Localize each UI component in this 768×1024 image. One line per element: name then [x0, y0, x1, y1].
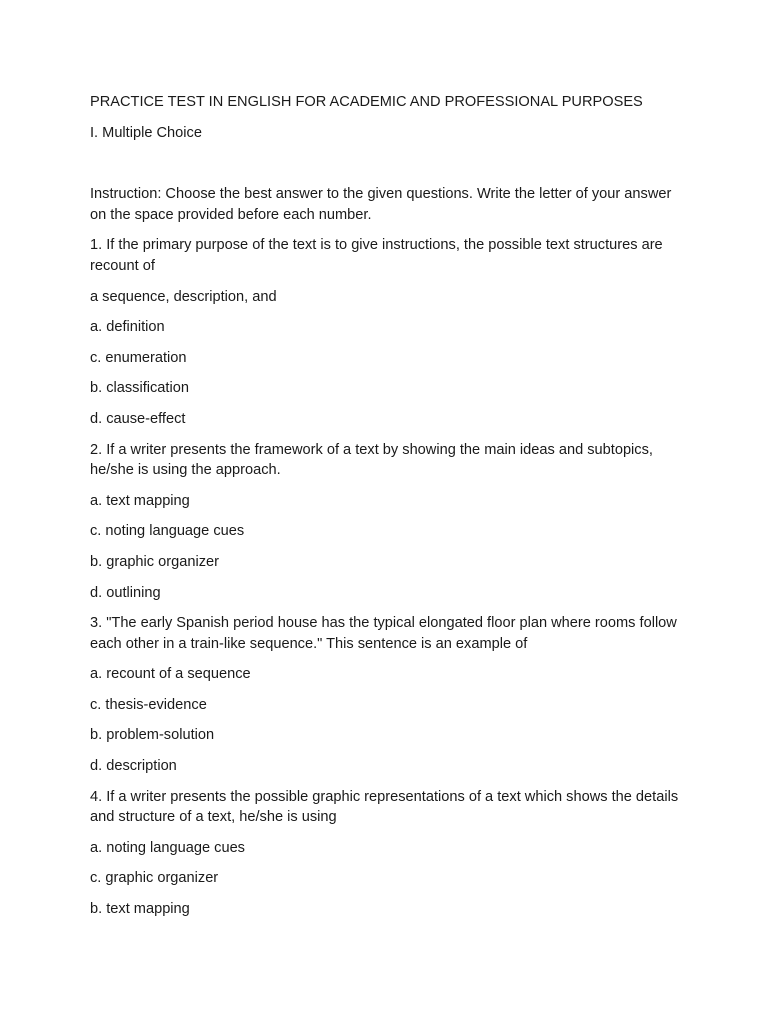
question-3 [90, 613, 680, 777]
answer-option: b. graphic organizer [90, 553, 219, 570]
document-page [90, 92, 680, 930]
answer-option: a. definition [90, 319, 165, 336]
answer-option: c. noting language cues [90, 523, 245, 540]
answer-option: d. outlining [90, 584, 161, 601]
answer-option: c. enumeration [90, 349, 187, 366]
question-text: 1. If the primary purpose of the text is to give instructions, the possible text structures are recount of [90, 237, 663, 274]
answer-option: b. problem-solution [90, 727, 215, 744]
answer-option: d. description [90, 758, 177, 775]
question-1 [90, 235, 680, 429]
answer-option: c. thesis-evidence [90, 696, 207, 713]
question-2 [90, 440, 680, 604]
question-4 [90, 787, 680, 920]
answer-option: a. recount of a sequence [90, 666, 251, 683]
section-heading: I. Multiple Choice [90, 124, 202, 141]
answer-option: a. text mapping [90, 492, 190, 509]
answer-option: c. graphic organizer [90, 870, 219, 887]
question-text: 2. If a writer presents the framework of a text by showing the main ideas and subtopics, he/she is using the approach. [90, 441, 653, 479]
instruction-text: Instruction: Choose the best answer to the given questions. Write the letter of your answer on the space provided before each number. [90, 186, 672, 223]
document-title: PRACTICE TEST IN ENGLISH FOR ACADEMIC AND PROFESSIONAL PURPOSES [90, 94, 643, 110]
answer-option: b. text mapping [90, 901, 190, 918]
question-text: 4. If a writer presents the possible graphic representations of a text which shows the details and structure of a text, he/she is using [90, 788, 679, 826]
answer-option: b. classification [90, 380, 189, 397]
answer-option: a. noting language cues [90, 839, 245, 856]
question-lead: a sequence, description, and [90, 288, 277, 305]
answer-option: d. cause-effect [90, 410, 186, 427]
question-text: 3. "The early Spanish period house has the typical elongated floor plan where rooms follow each other in a train-like sequence." This sentence is an example of [90, 615, 677, 652]
